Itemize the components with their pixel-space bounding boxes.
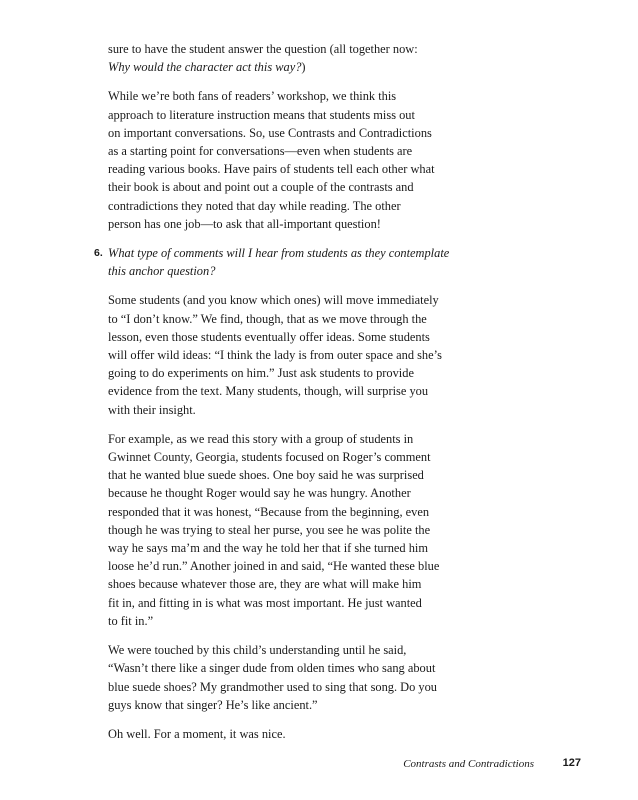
text-line: lesson, even those students eventually offer ideas. Some students [108, 329, 430, 344]
text-line: shoes because whatever those are, they are what will make him [108, 577, 422, 592]
page-footer [0, 758, 638, 774]
text-line: way he says ma’m and the way he told her that if she turned him [108, 541, 429, 556]
italic-question: Why would the character act this way? [108, 60, 302, 75]
running-footer-title: Contrasts and Contradictions [403, 758, 534, 770]
question-6 [94, 244, 450, 280]
text-line: with their insight. [108, 402, 196, 417]
question-line: this anchor question? [108, 264, 216, 279]
text-line: loose he’d run.” Another joined in and said, “He wanted these blue [108, 559, 440, 574]
text-line: reading various books. Have pairs of students tell each other what [108, 162, 435, 177]
text-line: Gwinnet County, Georgia, students focused on Roger’s comment [108, 450, 431, 465]
closing-paren: ) [301, 60, 306, 75]
text-line: that he wanted blue suede shoes. One boy said he was surprised [108, 468, 424, 483]
text-line: because he thought Roger would say he was hungry. Another [108, 486, 411, 501]
text-line: blue suede shoes? My grandmother used to sing that song. Do you [108, 679, 437, 694]
text-line: their book is about and point out a couple of the contrasts and [108, 180, 414, 195]
paragraph-student-responses [108, 291, 442, 418]
text-line: to “I don’t know.” We find, though, that as we move through the [108, 311, 427, 326]
text-line: evidence from the text. Many students, though, will surprise you [108, 384, 429, 399]
text-line: as a starting point for conversations—even when students are [108, 144, 413, 159]
paragraph-intro [108, 40, 438, 76]
text-line: For example, as we read this story with a group of students in [108, 431, 414, 446]
text-line: guys know that singer? He’s like ancient.” [108, 697, 318, 712]
text-line: responded that it was honest, “Because from the beginning, even [108, 504, 430, 519]
text-line: going to do experiments on him.” Just ask students to provide [108, 366, 414, 381]
text-line: on important conversations. So, use Contrasts and Contradictions [108, 125, 432, 140]
text-line: While we’re both fans of readers’ workshop, we think this [108, 89, 397, 104]
text-line: person has one job—to ask that all-important question! [108, 216, 381, 231]
question-line: What type of comments will I hear from students as they contemplate [108, 246, 450, 261]
text-line: sure to have the student answer the question (all together now: [108, 42, 418, 56]
text-line: “Wasn’t there like a singer dude from olden times who sang about [108, 661, 436, 676]
text-line: Some students (and you know which ones) will move immediately [108, 293, 439, 308]
page-body [94, 40, 450, 754]
text-line: to fit in.” [108, 613, 154, 628]
page-number: 127 [562, 757, 581, 769]
paragraph-readers-workshop [108, 87, 438, 233]
text-line: fit in, and fitting in is what was most important. He just wanted [108, 595, 422, 610]
text-line: contradictions they noted that day while reading. The other [108, 198, 401, 213]
question-number: 6. [94, 247, 103, 260]
text-line: though he was trying to steal her purse, you see he was polite the [108, 522, 431, 537]
paragraph-touched [108, 641, 438, 714]
text-line: Oh well. For a moment, it was nice. [108, 726, 286, 741]
text-line: will offer wild ideas: “I think the lady is from outer space and she’s [108, 348, 442, 363]
text-line: We were touched by this child’s understanding until he said, [108, 643, 407, 658]
paragraph-closing [108, 725, 438, 743]
text-line: approach to literature instruction means that students miss out [108, 107, 415, 122]
paragraph-example [108, 430, 438, 630]
text-line [108, 58, 438, 76]
